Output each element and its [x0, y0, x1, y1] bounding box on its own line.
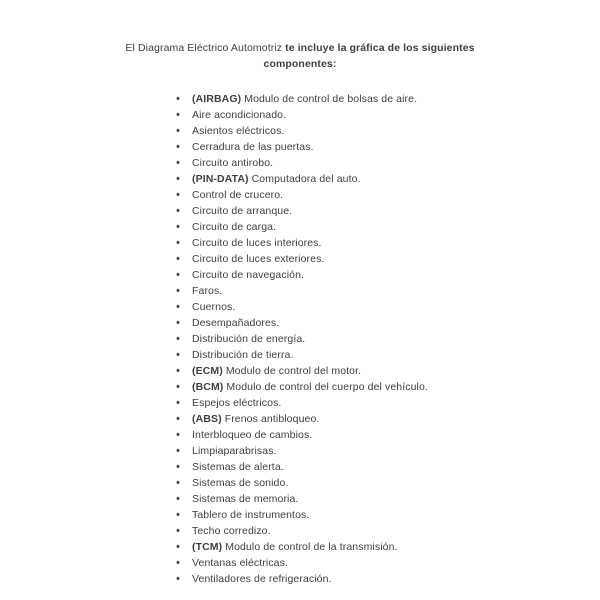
bullet-icon: •	[176, 509, 180, 521]
bullet-icon: •	[176, 477, 180, 489]
list-item	[176, 107, 560, 123]
bullet-icon: •	[176, 365, 180, 377]
bullet-icon: •	[176, 541, 180, 553]
list-item-text: Faros.	[192, 285, 223, 297]
bullet-icon: •	[176, 109, 180, 121]
bullet-icon: •	[176, 173, 180, 185]
bullet-icon: •	[176, 205, 180, 217]
list-item-text: Modulo de control de bolsas de aire.	[241, 93, 418, 105]
list-item-text: Distribución de energía.	[192, 333, 306, 345]
list-item	[176, 379, 560, 395]
list-item	[176, 395, 560, 411]
bullet-icon: •	[176, 573, 180, 585]
bullet-icon: •	[176, 397, 180, 409]
list-item-text: Desempañadores.	[192, 317, 280, 329]
list-item	[176, 187, 560, 203]
list-item	[176, 267, 560, 283]
list-item-text: Ventanas eléctricas.	[192, 557, 288, 569]
list-item	[176, 203, 560, 219]
list-item	[176, 91, 560, 107]
list-item	[176, 299, 560, 315]
bullet-icon: •	[176, 317, 180, 329]
bullet-icon: •	[176, 93, 180, 105]
list-item	[176, 443, 560, 459]
list-item-text: Limpiaparabrisas.	[192, 445, 277, 457]
list-item-text: Ventiladores de refrigeración.	[192, 573, 332, 585]
list-item	[176, 139, 560, 155]
list-item	[176, 411, 560, 427]
list-item-text: Cerradura de las puertas.	[192, 141, 314, 153]
list-item	[176, 363, 560, 379]
list-item	[176, 507, 560, 523]
list-item	[176, 331, 560, 347]
list-item-bold-label: (ABS)	[192, 413, 222, 425]
list-item-text: Modulo de control de la transmisión.	[222, 541, 398, 553]
page-title-bold-line1: te incluye la gráfica de los siguientes	[285, 42, 475, 54]
list-item-text: Modulo de control del motor.	[222, 365, 362, 377]
bullet-icon: •	[176, 525, 180, 537]
list-item	[176, 491, 560, 507]
bullet-icon: •	[176, 349, 180, 361]
list-item	[176, 555, 560, 571]
list-item-text: Espejos eléctricos.	[192, 397, 282, 409]
list-item-text: Asientos eléctricos.	[192, 125, 285, 137]
list-item-text: Modulo de control del cuerpo del vehículo.	[223, 381, 428, 393]
bullet-icon: •	[176, 253, 180, 265]
list-item-text: Circuito de arranque.	[192, 205, 293, 217]
page-title-regular: El Diagrama Eléctrico Automotriz	[125, 42, 286, 54]
list-item	[176, 219, 560, 235]
bullet-icon: •	[176, 141, 180, 153]
list-item-bold-label: (AIRBAG)	[192, 93, 242, 105]
list-item	[176, 123, 560, 139]
bullet-icon: •	[176, 285, 180, 297]
bullet-icon: •	[176, 301, 180, 313]
list-item-text: Control de crucero.	[192, 189, 284, 201]
list-item	[176, 347, 560, 363]
list-item-bold-label: (ECM)	[192, 365, 223, 377]
list-item	[176, 235, 560, 251]
list-item	[176, 171, 560, 187]
list-item-text: Computadora del auto.	[248, 173, 361, 185]
bullet-icon: •	[176, 493, 180, 505]
list-item	[176, 539, 560, 555]
bullet-icon: •	[176, 333, 180, 345]
list-item	[176, 475, 560, 491]
list-item-text: Distribución de tierra.	[192, 349, 294, 361]
list-item	[176, 251, 560, 267]
list-item-text: Techo corredizo.	[192, 525, 271, 537]
bullet-icon: •	[176, 557, 180, 569]
list-item-text: Circuito antirobo.	[192, 157, 274, 169]
bullet-icon: •	[176, 381, 180, 393]
list-item-text: Circuito de carga.	[192, 221, 277, 233]
list-item	[176, 283, 560, 299]
bullet-icon: •	[176, 429, 180, 441]
bullet-icon: •	[176, 189, 180, 201]
list-item-bold-label: (TCM)	[192, 541, 223, 553]
component-list	[0, 91, 600, 587]
list-item-text: Circuito de navegación.	[192, 269, 305, 281]
list-item-bold-label: (PIN-DATA)	[192, 173, 249, 185]
list-item	[176, 315, 560, 331]
bullet-icon: •	[176, 125, 180, 137]
list-item-bold-label: (BCM)	[192, 381, 224, 393]
page-title-bold-line2: componentes:	[263, 58, 337, 70]
page-title	[90, 40, 510, 72]
list-item	[176, 155, 560, 171]
list-item-text: Circuito de luces exteriores.	[192, 253, 325, 265]
list-item-text: Sistemas de sonido.	[192, 477, 289, 489]
list-item-text: Sistemas de memoria.	[192, 493, 299, 505]
list-item	[176, 523, 560, 539]
bullet-icon: •	[176, 237, 180, 249]
list-item-text: Interbloqueo de cambios.	[192, 429, 313, 441]
list-item	[176, 427, 560, 443]
bullet-icon: •	[176, 157, 180, 169]
list-item-text: Aire acondicionado.	[192, 109, 287, 121]
list-item-text: Cuernos.	[192, 301, 236, 313]
bullet-icon: •	[176, 461, 180, 473]
list-item-text: Tablero de instrumentos.	[192, 509, 310, 521]
bullet-icon: •	[176, 221, 180, 233]
bullet-icon: •	[176, 445, 180, 457]
list-item-text: Frenos antibloqueo.	[221, 413, 320, 425]
list-item-text: Circuito de luces interiores.	[192, 237, 322, 249]
bullet-icon: •	[176, 413, 180, 425]
bullet-icon: •	[176, 269, 180, 281]
list-item-text: Sistemas de alerta.	[192, 461, 284, 473]
list-item	[176, 571, 560, 587]
list-item	[176, 459, 560, 475]
